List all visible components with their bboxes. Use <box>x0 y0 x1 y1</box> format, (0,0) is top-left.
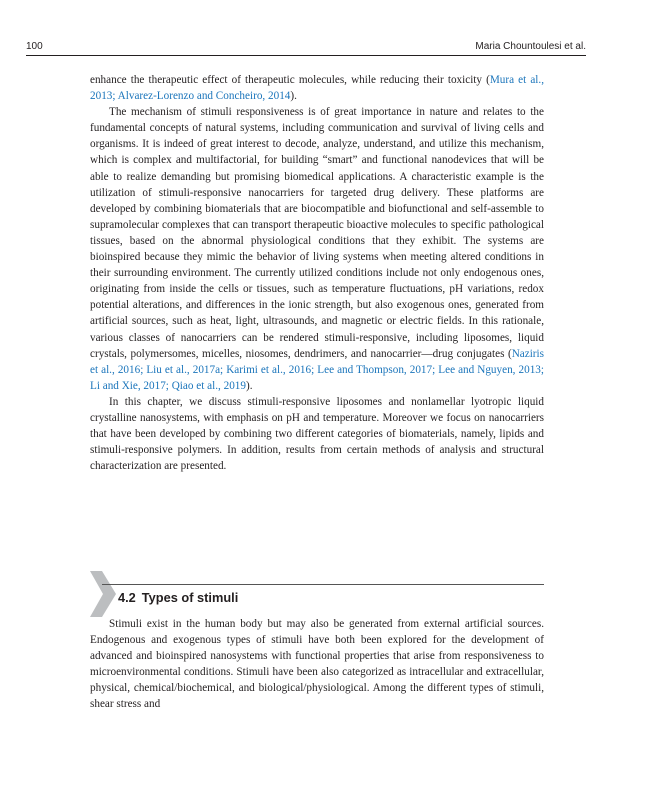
header-rule <box>26 55 586 56</box>
paragraph-2 <box>90 104 544 394</box>
section-chevron-icon <box>90 571 116 617</box>
citation-link[interactable]: Naziris et al., 2016; Liu et al., 2017a; Karimi et al., 2016; Lee and Thompson, 2017; Lee and Nguyen, 2013; Li and Xie, 2017; Qiao et al., 2019 <box>90 347 544 392</box>
p1-text-a: enhance the therapeutic effect of therapeutic molecules, while reducing their toxicity ( <box>90 74 490 86</box>
p2-text-b: ). <box>245 379 253 392</box>
paragraph-4 <box>90 616 544 713</box>
running-header <box>26 38 586 54</box>
section-rule <box>102 584 544 585</box>
paragraph-3 <box>90 394 544 474</box>
p1-text-b: ). <box>290 90 297 103</box>
p4-text: Stimuli exist in the human body but may also be generated from external artificial sources. Endogenous and exogenous types of stimuli have both been explored for the development of advanced and bioinspired nanosystems with functional properties that arise from responsiveness to microenvironmental conditions. Stimuli have been also categorized as intracellular and extracellular, physical, chemical/biochemical, and biological/physiological. Among the different types of stimuli, shear stress and <box>90 618 544 711</box>
page-number: 100 <box>26 41 43 52</box>
body-text-bottom <box>90 616 544 713</box>
section-number: 4.2 <box>118 590 136 605</box>
paragraph-1 <box>90 72 544 104</box>
section-heading <box>118 590 244 605</box>
running-author: Maria Chountoulesi et al. <box>475 41 586 52</box>
p2-text-a: The mechanism of stimuli responsiveness is of great importance in nature and relates to the fundamental concepts of natural systems, including communication and survival of living cells and organisms. It is indeed of great interest to decode, analyze, understand, and utilize this mechanism, which is complex and multifactorial, for building “smart” and functional nanodevices that will be able to realize demanding but promising biomedical applications. A characteristic example is the utilization of stimuli-responsive nanocarriers for targeted drug delivery. These platforms are developed by combining biomaterials that are biocompatible and biofunctional and self-assemble to supramolecular complexes that can transport therapeutic bioactive molecules to specific pathological tissues, based on the abnormal physiological conditions that they exhibit. The systems are bioinspired because they mimic the behavior of living systems when meeting altered conditions in their surrounding environment. The currently utilized conditions include not only endogenous ones, originating from inside the cells or tissues, such as temperature fluctuations, pH variations, redox potential alterations, and differences in the ionic strength, but also exogenous ones, generated from artificial sources, such as heat, light, ultrasounds, and magnetic or electric fields. In this rationale, various classes of nanocarriers can be rendered stimuli-responsive, including liposomes, liquid crystals, polymersomes, micelles, niosomes, dendrimers, and nanocarrier—drug conjugates ( <box>90 106 544 360</box>
citation-link[interactable]: Mura et al., 2013; Alvarez-Lorenzo and Concheiro, 2014 <box>90 74 545 103</box>
section-title: Types of stimuli <box>141 590 239 605</box>
p3-text: In this chapter, we discuss stimuli-responsive liposomes and nonlamellar lyotropic liquid crystalline nanosystems, with emphasis on pH and temperature. Moreover we focus on nanocarriers that have been developed by combining two different categories of biomaterials, namely, lipids and stimuli-responsive polymers. In addition, results from certain methods of analysis and structural characterization are presented. <box>90 395 544 473</box>
body-text-top <box>90 72 544 474</box>
